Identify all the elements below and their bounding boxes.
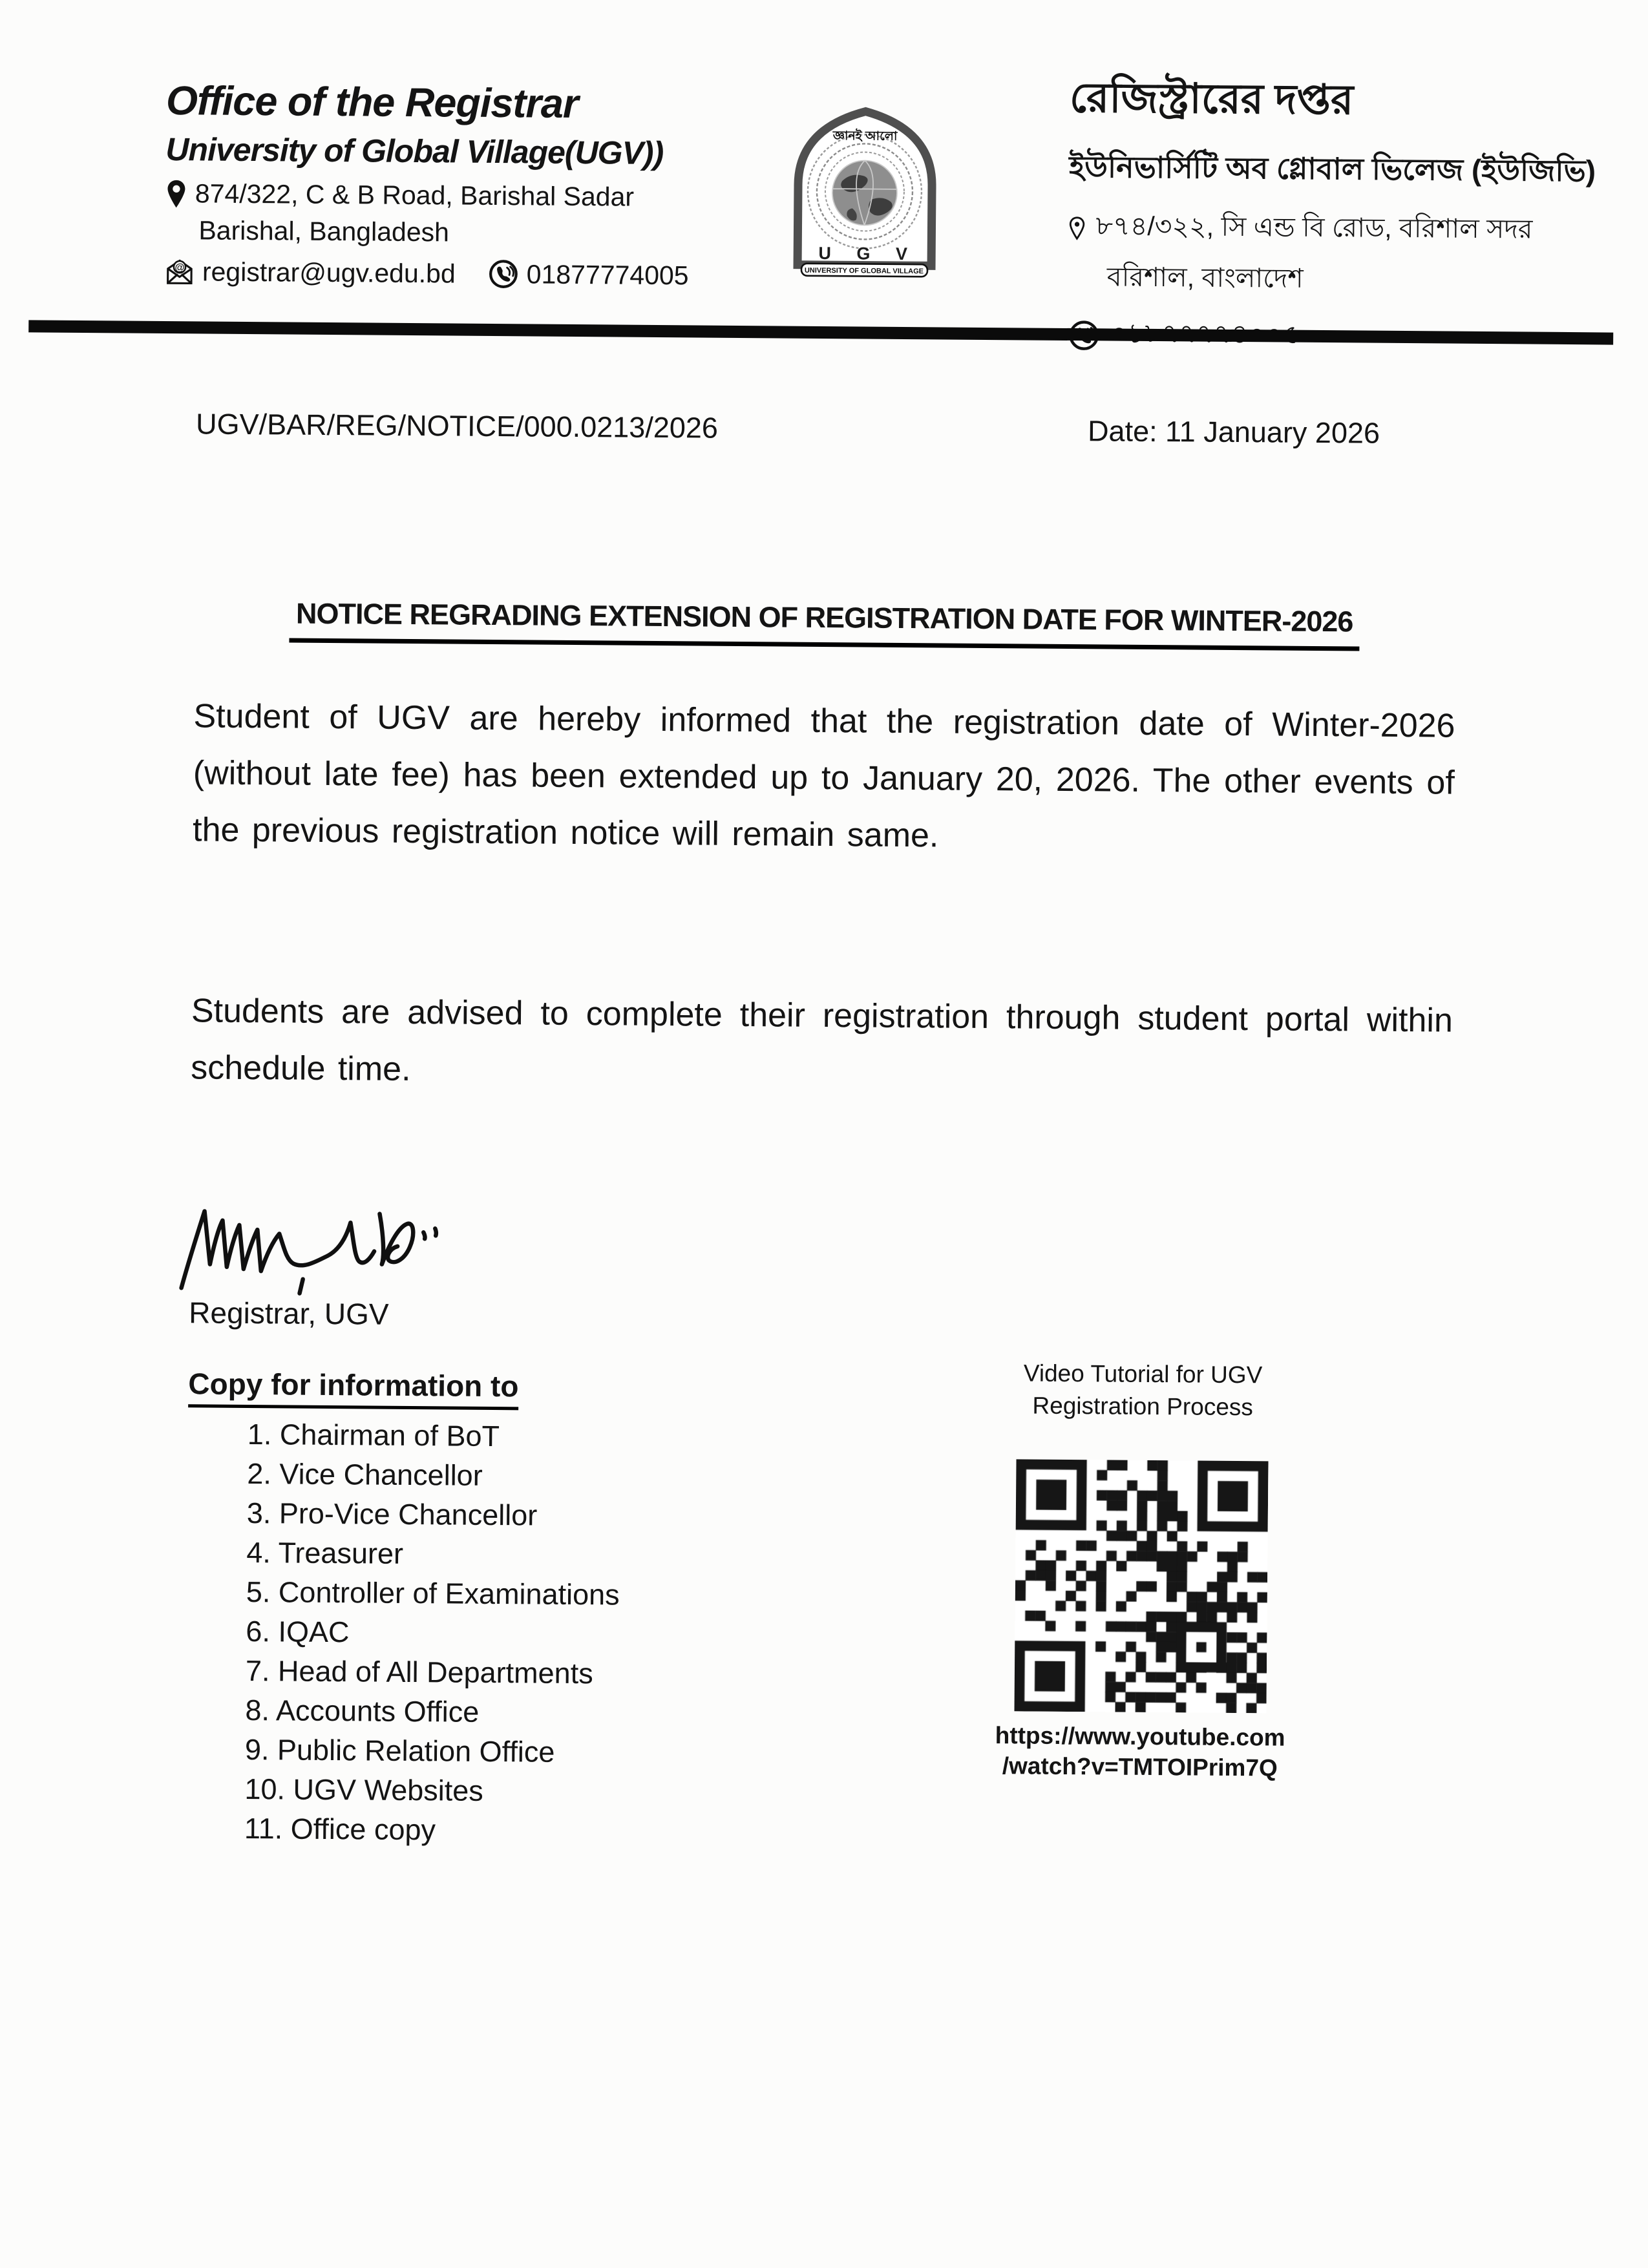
body-paragraph-1: Student of UGV are hereby informed that the registration date of Winter-2026 (without late fee) has been extended up to January 20, 2026. The other events of the previous registration notice will remain same. [192, 697, 1455, 855]
phone-text: 01877774005 [526, 258, 689, 290]
distribution-item: 4. Treasurer [246, 1536, 404, 1570]
address-bn-line-2: বরিশাল, বাংলাদেশ [1106, 262, 1304, 293]
university-title-bn: ইউনিভার্সিটি অব গ্লোবাল ভিলেজ (ইউজিভি) [1069, 149, 1596, 188]
logo-motto: জ্ঞানই আলো [832, 129, 898, 143]
distribution-item: 9. Public Relation Office [244, 1733, 555, 1769]
header-right-block [1068, 67, 1607, 362]
signatory-title: Registrar, UGV [189, 1296, 389, 1331]
reference-number: UGV/BAR/REG/NOTICE/000.0213/2026 [195, 407, 719, 445]
distribution-heading: Copy for information to [188, 1366, 519, 1410]
distribution-item: 1. Chairman of BoT [247, 1418, 500, 1453]
qr-caption-line-2: Registration Process [1032, 1392, 1254, 1421]
university-logo [782, 101, 948, 278]
distribution-item: 10. UGV Websites [244, 1772, 484, 1807]
distribution-list [244, 1414, 621, 1851]
distribution-item: 8. Accounts Office [245, 1694, 480, 1728]
distribution-item: 6. IQAC [246, 1615, 350, 1649]
body-paragraph-2: Students are advised to complete their registration through student portal within schedule time. [191, 992, 1453, 1088]
qr-url [966, 1720, 1315, 1783]
office-title-bn: রেজিস্ট্রারের দপ্তর [1069, 74, 1354, 123]
email-text: registrar@ugv.edu.bd [202, 256, 456, 289]
header-left-block [165, 78, 781, 291]
address-line-1: 874/322, C & B Road, Barishal Sadar [195, 178, 635, 212]
distribution-item: 3. Pro-Vice Chancellor [246, 1496, 538, 1532]
distribution-item: 7. Head of All Departments [245, 1654, 593, 1690]
letter-date: Date: 11 January 2026 [1087, 414, 1380, 450]
office-title: Office of the Registrar [165, 78, 578, 127]
logo-name-band: UNIVERSITY OF GLOBAL VILLAGE [804, 266, 924, 276]
qr-url-line-1: https://www.youtube.com [995, 1722, 1285, 1751]
signature-scribble [174, 1194, 460, 1299]
logo-initials: U G V [818, 243, 918, 264]
qr-caption-line-1: Video Tutorial for UGV [1023, 1360, 1263, 1389]
address-bn-line-1: ৮৭৪/৩২২, সি এন্ড বি রোড, বরিশাল সদর [1095, 211, 1533, 244]
qr-url-line-2: /watch?v=TMTOIPrim7Q [1002, 1752, 1278, 1781]
email-icon [165, 258, 195, 285]
location-pin-icon [165, 178, 187, 208]
distribution-item: 2. Vice Chancellor [247, 1457, 483, 1492]
qr-code [1014, 1459, 1268, 1713]
svg-text:@: @ [174, 262, 185, 273]
notice-title: NOTICE REGRADING EXTENSION OF REGISTRATION DATE FOR WINTER-2026 [290, 597, 1360, 651]
address-line-2: Barishal, Bangladesh [198, 215, 450, 247]
distribution-item: 11. Office copy [244, 1812, 436, 1847]
location-pin-icon [1068, 215, 1085, 240]
phone-icon [488, 258, 519, 289]
university-title: University of Global Village(UGV)) [165, 131, 664, 172]
qr-caption [981, 1357, 1305, 1424]
distribution-item: 5. Controller of Examinations [246, 1575, 620, 1612]
